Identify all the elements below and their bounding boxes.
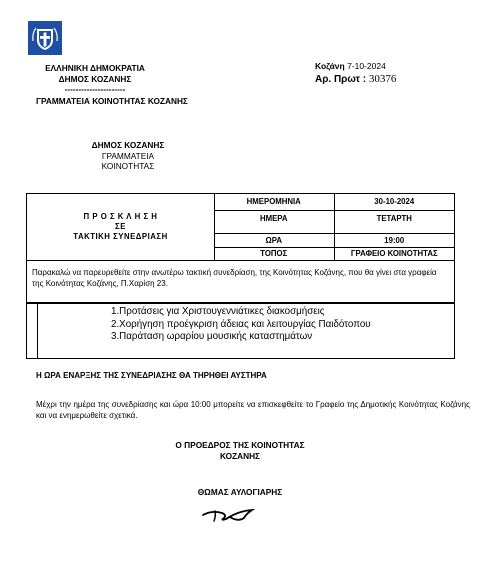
recipient-block	[83, 140, 173, 172]
agenda-item: 2.Χορήγηση προέγκριση άδειας και λειτουργίας Παιδότοπου	[111, 318, 371, 330]
detail-value: 19:00	[384, 236, 405, 245]
agenda-inner	[37, 304, 455, 358]
detail-label: ΗΜΕΡΑ	[214, 211, 335, 233]
document-date: 7-10-2024	[347, 61, 386, 71]
detail-label: ΤΟΠΟΣ	[214, 248, 335, 260]
recipient-line-1: ΔΗΜΟΣ ΚΟΖΑΝΗΣ	[91, 140, 165, 150]
recipient-line-2: ΓΡΑΜΜΑΤΕΙΑ	[101, 150, 155, 161]
agenda-box	[26, 303, 455, 359]
start-time-notice: Η ΩΡΑ ΕΝΑΡΞΗΣ ΤΗΣ ΣΥΝΕΔΡΙΑΣΗΣ ΘΑ ΤΗΡΗΘΕΙ ΑΥΣΤΗΡΑ	[36, 371, 267, 380]
signatory-title	[140, 440, 340, 461]
agenda-item: 3.Παράταση ωραρίου μουσικής καταστημάτων	[111, 331, 313, 342]
invitation-line-3: ΤΑΚΤΙΚΗ ΣΥΝΕΔΡΙΑΣΗ	[73, 232, 168, 241]
protocol-label: Αρ. Πρωτ :	[315, 74, 367, 85]
office-name: ΓΡΑΜΜΑΤΕΙΑ ΚΟΙΝΟΤΗΤΑΣ ΚΟΖΑΝΗΣ	[36, 95, 188, 106]
place-label: Κοζάνη	[315, 61, 345, 71]
table-row	[214, 234, 454, 248]
reference-block	[315, 61, 465, 85]
table-row	[214, 194, 454, 211]
country-name: ΕΛΛΗΝΙΚΗ ΔΗΜΟΚΡΑΤΙΑ	[45, 63, 145, 73]
invitation-line-1: Π Ρ Ο Σ Κ Λ Η Σ Η	[83, 212, 158, 221]
body-paragraph: Μέχρι την ημέρα της συνεδρίασης και ώρα 10:00 μπορείτε να επισκεφθείτε το Γραφείο της Δημοτικής Κοινότητας Κοζάνης και να ενημερωθείτε σχετικά.	[36, 400, 470, 420]
signatory-name: ΘΩΜΑΣ ΑΥΛΟΓΙΑΡΗΣ	[197, 487, 283, 497]
table-row	[214, 248, 454, 260]
signature-icon	[200, 502, 260, 524]
meeting-details-table	[26, 193, 455, 261]
recipient-line-3: ΚΟΙΝΟΤΗΤΑΣ	[101, 161, 155, 171]
signatory-title-line-2: ΚΟΖΑΝΗΣ	[219, 450, 261, 461]
detail-label: ΩΡΑ	[214, 234, 335, 247]
header-separator: ----------------------	[64, 84, 126, 94]
municipality-name: ΔΗΜΟΣ ΚΟΖΑΝΗΣ	[58, 73, 132, 84]
protocol-number: 30376	[368, 73, 397, 85]
detail-value: 30-10-2024	[374, 197, 415, 206]
intro-paragraph: Παρακαλώ να παρευρεθείτε στην ανωτέρω τακτική συνεδρίαση, της Κοινότητας Κοζάνης, που θα γίνει στα γραφεία της Κοινότητας Κοζάνης, Π.Χαρίση 23.	[26, 261, 455, 303]
invitation-title	[27, 194, 215, 260]
detail-value: ΓΡΑΦΕΙΟ ΚΟΙΝΟΤΗΤΑΣ	[350, 249, 438, 258]
detail-value: ΤΕΤΑΡΤΗ	[376, 214, 412, 223]
invitation-line-2: ΣΕ	[115, 222, 126, 231]
letterhead	[36, 63, 236, 106]
agenda-item: 1.Προτάσεις για Χριστουγεννιάτικες διακοσμήσεις	[111, 306, 325, 317]
table-row	[214, 211, 454, 234]
signatory-title-line-1: Ο ΠΡΟΕΔΡΟΣ ΤΗΣ ΚΟΙΝΟΤΗΤΑΣ	[175, 440, 305, 450]
greek-emblem-icon	[28, 21, 62, 55]
detail-label: ΗΜΕΡΟΜΗΝΙΑ	[214, 194, 335, 210]
agenda-list	[38, 304, 455, 344]
